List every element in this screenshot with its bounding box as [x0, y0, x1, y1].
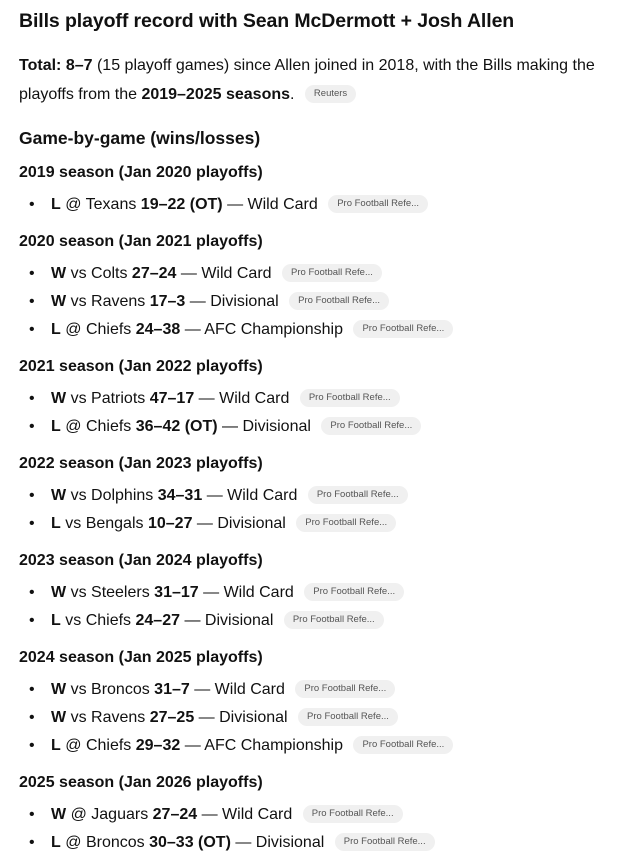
- game-result: W: [51, 681, 67, 698]
- game-list: [19, 260, 609, 344]
- game-result: W: [51, 806, 67, 823]
- game-venue: vs: [65, 515, 82, 532]
- game-score: 34–31: [157, 487, 203, 504]
- game-venue: vs: [70, 681, 87, 698]
- game-venue: @: [65, 196, 82, 213]
- game-score: 47–17: [149, 390, 195, 407]
- game-opponent: Chiefs: [85, 321, 132, 338]
- seasons-list: [19, 162, 609, 857]
- game-round: — Divisional: [222, 418, 311, 435]
- game-result: W: [51, 265, 67, 282]
- source-chip[interactable]: Pro Football Refe...: [284, 611, 384, 629]
- source-chip-reuters[interactable]: Reuters: [305, 85, 356, 103]
- bullet-icon: •: [29, 806, 35, 823]
- game-item: [19, 801, 609, 829]
- game-item: [19, 316, 609, 344]
- season-heading: 2019 season (Jan 2020 playoffs): [19, 164, 263, 181]
- summary-paragraph: [19, 51, 609, 109]
- bullet-icon: •: [29, 709, 35, 726]
- bullet-icon: •: [29, 584, 35, 601]
- season-section: [19, 550, 609, 635]
- game-venue: vs: [65, 612, 82, 629]
- source-chip[interactable]: Pro Football Refe...: [304, 583, 404, 601]
- season-section: [19, 356, 609, 441]
- game-round: — Divisional: [198, 709, 288, 726]
- game-opponent: Chiefs: [85, 612, 132, 629]
- game-opponent: Texans: [85, 196, 137, 213]
- game-venue: vs: [70, 709, 87, 726]
- total-record: 8–7: [65, 57, 93, 74]
- game-result: W: [51, 487, 67, 504]
- game-round: — AFC Championship: [184, 737, 343, 754]
- source-chip[interactable]: Pro Football Refe...: [289, 292, 389, 310]
- game-result: W: [51, 584, 67, 601]
- source-chip[interactable]: Pro Football Refe...: [300, 389, 400, 407]
- game-item: [19, 732, 609, 760]
- game-result: L: [51, 515, 61, 532]
- game-result: W: [51, 709, 67, 726]
- total-label: Total:: [19, 57, 62, 74]
- game-score: 31–7: [154, 681, 190, 698]
- source-chip[interactable]: Pro Football Refe...: [328, 195, 428, 213]
- game-venue: vs: [70, 293, 87, 310]
- game-result: L: [51, 418, 61, 435]
- game-opponent: Ravens: [91, 709, 146, 726]
- game-item: [19, 510, 609, 538]
- source-chip[interactable]: Pro Football Refe...: [298, 708, 398, 726]
- game-item: [19, 385, 609, 413]
- season-heading: 2024 season (Jan 2025 playoffs): [19, 649, 263, 666]
- game-opponent: Steelers: [91, 584, 150, 601]
- source-chip[interactable]: Pro Football Refe...: [303, 805, 403, 823]
- game-result: L: [51, 321, 61, 338]
- game-list: [19, 676, 609, 760]
- source-chip[interactable]: Pro Football Refe...: [353, 736, 453, 754]
- game-item: [19, 260, 609, 288]
- game-venue: @: [65, 418, 82, 435]
- bullet-icon: •: [29, 681, 35, 698]
- game-opponent: Patriots: [91, 390, 146, 407]
- source-chip[interactable]: Pro Football Refe...: [353, 320, 453, 338]
- game-list: [19, 482, 609, 538]
- summary-games-text: (15 playoff games) since Allen joined in 2018, with the Bills making the playoffs from the: [19, 57, 595, 103]
- game-round: — Divisional: [235, 834, 325, 851]
- season-section: [19, 162, 609, 219]
- game-venue: @: [70, 806, 87, 823]
- summary-seasons-range: 2019–2025 seasons: [141, 86, 291, 103]
- season-heading: 2022 season (Jan 2023 playoffs): [19, 455, 263, 472]
- game-result: L: [51, 834, 61, 851]
- game-item: [19, 829, 609, 857]
- season-heading: 2023 season (Jan 2024 playoffs): [19, 552, 263, 569]
- bullet-icon: •: [29, 390, 35, 407]
- game-opponent: Chiefs: [85, 418, 132, 435]
- game-opponent: Colts: [91, 265, 128, 282]
- game-score: 31–17: [154, 584, 199, 601]
- game-round: — Divisional: [189, 293, 279, 310]
- game-score: 36–42 (OT): [135, 418, 218, 435]
- source-chip[interactable]: Pro Football Refe...: [295, 680, 395, 698]
- season-heading: 2025 season (Jan 2026 playoffs): [19, 774, 263, 791]
- summary-period: .: [290, 86, 295, 103]
- season-heading: 2020 season (Jan 2021 playoffs): [19, 233, 263, 250]
- game-venue: vs: [70, 487, 87, 504]
- bullet-icon: •: [29, 418, 35, 435]
- season-section: [19, 231, 609, 344]
- page-title: Bills playoff record with Sean McDermott + Josh Allen: [19, 10, 515, 32]
- game-item: [19, 288, 609, 316]
- bullet-icon: •: [29, 737, 35, 754]
- game-result: L: [51, 737, 61, 754]
- game-opponent: Jaguars: [91, 806, 149, 823]
- game-round: — Wild Card: [180, 265, 272, 282]
- game-round: — Wild Card: [206, 487, 298, 504]
- game-score: 17–3: [149, 293, 186, 310]
- source-chip[interactable]: Pro Football Refe...: [321, 417, 421, 435]
- game-score: 30–33 (OT): [149, 834, 231, 851]
- game-opponent: Ravens: [91, 293, 146, 310]
- game-score: 29–32: [135, 737, 181, 754]
- game-round: — AFC Championship: [184, 321, 343, 338]
- game-venue: @: [65, 834, 82, 851]
- game-opponent: Broncos: [85, 834, 145, 851]
- game-score: 27–24: [152, 806, 198, 823]
- game-score: 24–27: [135, 612, 180, 629]
- game-round: — Wild Card: [201, 806, 293, 823]
- game-round: — Wild Card: [203, 584, 294, 601]
- game-venue: @: [65, 737, 82, 754]
- bullet-icon: •: [29, 293, 35, 310]
- game-opponent: Dolphins: [91, 487, 154, 504]
- bullet-icon: •: [29, 834, 35, 851]
- game-item: [19, 413, 609, 441]
- game-item: [19, 579, 609, 607]
- section-heading: Game-by-game (wins/losses): [19, 128, 261, 148]
- game-list: [19, 801, 609, 857]
- game-opponent: Broncos: [91, 681, 150, 698]
- season-heading: 2021 season (Jan 2022 playoffs): [19, 358, 263, 375]
- game-venue: vs: [70, 584, 87, 601]
- game-score: 19–22 (OT): [140, 196, 223, 213]
- game-venue: @: [65, 321, 82, 338]
- game-item: [19, 704, 609, 732]
- game-item: [19, 607, 609, 635]
- game-opponent: Bengals: [85, 515, 144, 532]
- game-result: L: [51, 612, 61, 629]
- bullet-icon: •: [29, 515, 35, 532]
- game-list: [19, 579, 609, 635]
- source-chip[interactable]: Pro Football Refe...: [282, 264, 382, 282]
- game-item: [19, 191, 609, 219]
- season-section: [19, 453, 609, 538]
- game-round: — Wild Card: [227, 196, 318, 213]
- game-result: W: [51, 293, 67, 310]
- game-round: — Wild Card: [194, 681, 285, 698]
- game-round: — Divisional: [196, 515, 286, 532]
- bullet-icon: •: [29, 196, 35, 213]
- game-item: [19, 676, 609, 704]
- game-item: [19, 482, 609, 510]
- game-score: 27–25: [149, 709, 195, 726]
- source-chip[interactable]: Pro Football Refe...: [308, 486, 408, 504]
- season-section: [19, 647, 609, 760]
- game-venue: vs: [70, 265, 87, 282]
- game-score: 10–27: [147, 515, 193, 532]
- game-venue: vs: [70, 390, 87, 407]
- season-section: [19, 772, 609, 857]
- bullet-icon: •: [29, 321, 35, 338]
- game-score: 24–38: [135, 321, 181, 338]
- game-round: — Divisional: [184, 612, 274, 629]
- game-result: W: [51, 390, 67, 407]
- game-opponent: Chiefs: [85, 737, 132, 754]
- game-list: [19, 191, 609, 219]
- game-score: 27–24: [131, 265, 177, 282]
- game-list: [19, 385, 609, 441]
- bullet-icon: •: [29, 265, 35, 282]
- game-result: L: [51, 196, 61, 213]
- bullet-icon: •: [29, 612, 35, 629]
- game-round: — Wild Card: [198, 390, 290, 407]
- source-chip[interactable]: Pro Football Refe...: [335, 833, 435, 851]
- source-chip[interactable]: Pro Football Refe...: [296, 514, 396, 532]
- bullet-icon: •: [29, 487, 35, 504]
